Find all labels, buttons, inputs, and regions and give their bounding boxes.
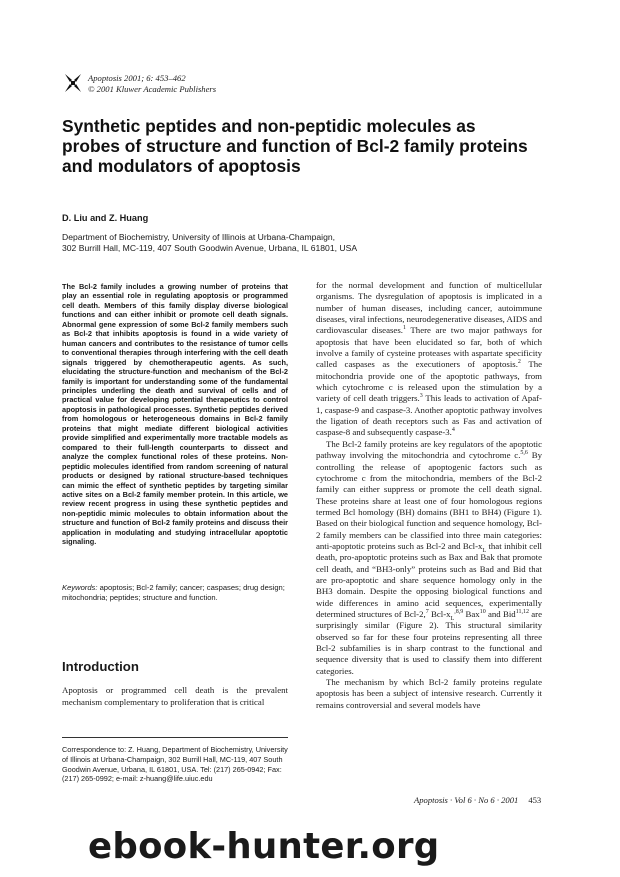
citation: 3 <box>419 393 423 400</box>
citation: 4 <box>451 427 455 434</box>
keywords <box>62 583 288 602</box>
footnote-divider <box>62 737 288 738</box>
publisher-logo-icon <box>62 72 84 94</box>
citation: ,8,9 <box>454 609 464 616</box>
copyright-line: © 2001 Kluwer Academic Publishers <box>88 84 217 94</box>
citation: 1 <box>402 325 406 332</box>
affiliation-line-1: Department of Biochemistry, University of Illinois at Urbana-Champaign, <box>62 232 336 242</box>
citation: 5,6 <box>520 450 528 457</box>
page-number: 453 <box>528 795 542 805</box>
paragraph: The mechanism by which Bcl-2 family proteins regulate apoptosis has been a subject of intensive research. Currently it remains controversial and several models have <box>316 677 542 710</box>
citation: 2 <box>517 359 521 366</box>
journal-citation: Apoptosis 2001; 6: 453–462 <box>88 73 186 83</box>
body-text-right-column <box>316 280 542 711</box>
citation: 10 <box>479 609 486 616</box>
paragraph: for the normal development and function of multicellular organisms. The dysregulation of apoptosis is implicated in a number of human diseases, including cancer, autoimmune diseases, viral infections, neurodegenerative diseases, AIDS and cardiovascular diseases.$^1$ There are two major pathways for apoptosis that have been elucidated so far, both of which involve a family of cysteine proteases with aspartate specificity called caspases as the executioners of apoptosis.$^2$ The mitochondria provide one of the apoptotic pathways, from which cytochrome c is released upon the stimulation by a variety of cell death triggers.$^3$ This leads to activation of Apaf-1, caspase-9 and caspase-3. Another apoptotic pathway involves the ligation of death receptors such as Fas and activation of caspase-8 and subsequently caspase-3.$^4$ <box>316 280 543 438</box>
correspondence-note: Correspondence to: Z. Huang, Department of Biochemistry, University of Illinois at Urbana-Champaign, 302 Burrill Hall, MC-119, 407 South Goodwin Avenue, Urbana, IL 61801, USA. Tel: (217) 265-0942; Fax: (217) 265-0992; e-mail: z-huang@life.uiuc.edu <box>62 745 288 784</box>
watermark: ebook-hunter.org <box>88 826 440 867</box>
authors: D. Liu and Z. Huang <box>62 213 149 223</box>
section-heading-introduction: Introduction <box>62 659 139 674</box>
keywords-list: apoptosis; Bcl-2 family; cancer; caspases; drug design; mitochondria; peptides; structure and function. <box>62 583 285 602</box>
abstract: The Bcl-2 family includes a growing number of proteins that play an essential role in regulating apoptosis or programmed cell death. Members of this family display diverse biological functions and can either inhibit or promote cell death signals. Abnormal gene expression of some Bcl-2 family members such as Bcl-2 that inhibits apoptosis is found in a wide variety of human cancers and contributes to the resistance of tumor cells to conventional therapies through interfering with the cell death signals triggered by chemotherapeutic agents. As such, elucidating the structure-function and mechanism of the Bcl-2 family is important for understanding some of the fundamental principles underling the death and survival of cells and of practical value for developing potential therapeutics to control apoptosis in pathological processes. Synthetic peptides derived from homologous or heterogeneous domains in Bcl-2 family proteins that might mediate different biological activities provide simplified and experimentally more tractable models as compared to their full-length counterparts to dissect and analyze the complex functional roles of these proteins. Non-peptidic molecules identified from random screening of natural products or designed by rational structure-based techniques can mimic the effect of synthetic peptides by targeting similar active sites on a Bcl-2 family member protein. In this article, we review recent progress in using these synthetic peptides and non-peptidic mimic molecules to obtain information about the structure and function of Bcl-2 family proteins and discuss their application in modulating and studying intracellular apoptotic signaling. <box>62 282 288 547</box>
citation: 7 <box>425 609 429 616</box>
footer-journal: Apoptosis · Vol 6 · No 6 · 2001 <box>414 795 519 805</box>
affiliation <box>62 232 462 253</box>
intro-paragraph: Apoptosis or programmed cell death is the prevalent mechanism complementary to proliferation that is critical <box>62 685 288 707</box>
article-title: Synthetic peptides and non-peptidic molecules as probes of structure and function of Bcl-2 family proteins and modulators of apoptosis <box>62 116 528 176</box>
keywords-label: Keywords: <box>62 583 98 592</box>
page-footer <box>414 795 541 805</box>
affiliation-line-2: 302 Burrill Hall, MC-119, 407 South Goodwin Avenue, Urbana, IL 61801, USA <box>62 242 358 253</box>
citation: 11,12 <box>515 609 529 616</box>
paragraph: The Bcl-2 family proteins are key regulators of the apoptotic pathway involving the mitochondria and cytochrome c.$^{5,6}$ By controlling the release of apoptogenic factors such as cytochrome c from the mitochondria, members of the Bcl-2 family can either suppress or promote the cell death signal. These proteins share at least one of four homologous regions termed Bcl homology (BH) domains (BH1 to BH4) (Figure 1). Based on their biological function and sequence homology, Bcl-2 family members can be classified into three main categories: anti-apoptotic proteins such as Bcl-2 and Bcl-$x_L$ that inhibit cell death, pro-apoptotic proteins such as Bax and Bak that promote cell death, and “BH3-only” proteins such as Bad and Bid that are pro-apoptotic and share sequence homology only in the BH3 domain. Despite the opposing biological functions and wide differences in amino acid sequences, experimentally determined structures of Bcl-2,$^7$ Bcl-$x_L^{,8,9}$ Bax$^{10}$ and Bid$^{11,12}$ are surprisingly similar (Figure 2). This structural similarity observed so far for these four proteins representing all three Bcl-2 subfamilies is in sharp contrast to the functional and sequence diversity that is used to classify them into different categories. <box>316 438 543 676</box>
